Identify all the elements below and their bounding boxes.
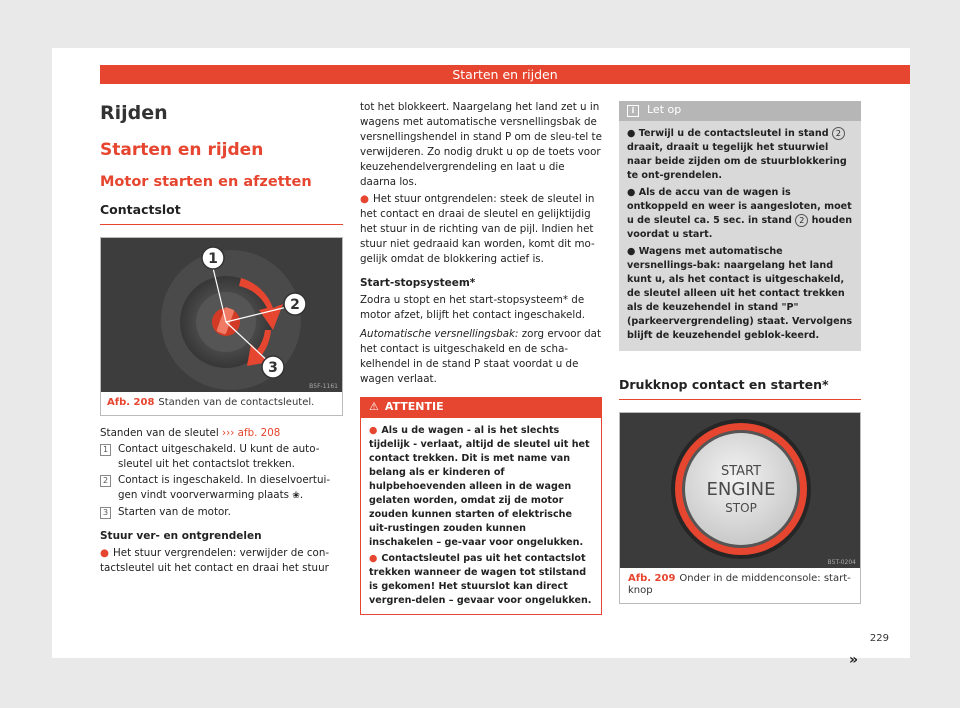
position-item-3 xyxy=(100,505,343,520)
positions-intro-text: Standen van de sleutel xyxy=(100,427,219,439)
position-text: Contact uitgeschakeld. U kunt de auto-sleutel uit het contactslot trekken. xyxy=(118,443,320,470)
warning-text: Als u de wagen - al is het slechts tijdelijk - verlaat, altijd de sleutel uit het contact trekken. Dit is met name van belang als er kinderen of hulpbehoevenden alleen in de wagen gelaten worden, omdat zij de motor zouden kunnen starten of elektrische uit-rustingen zouden kunnen inschakelen – ge-vaar voor ongelukken. xyxy=(369,425,590,548)
section-title: Rijden xyxy=(100,102,168,124)
note-text: houden voordat u start. xyxy=(627,215,853,240)
note-item-2: ● Als de accu van de wagen is ontkoppeld en weer is aangesloten, moet u de sleutel ca. 5 sec. in stand 2 houden voordat u start. xyxy=(627,187,853,240)
note-item-3: ● Wagens met automatische versnellings-bak: naargelang het land kunt u, als het contact is uitgeschakeld, de sleutel alleen uit het contact trekken als de keuzehendel in stand "P" (parkeervergrendeling) staat. Vervolgens blijft de keuzehendel geblok-keerd. xyxy=(627,246,853,341)
warning-body xyxy=(361,418,601,614)
subchapter-title: Motor starten en afzetten xyxy=(100,174,312,190)
bullet-text: Het stuur vergrendelen: verwijder de con-tactsleutel uit het contact en draai het stuur xyxy=(100,547,330,574)
note-title: Let op xyxy=(647,103,682,116)
continue-mark: » xyxy=(848,652,858,668)
figure-code: B5T-0204 xyxy=(827,559,856,566)
bullet-icon: ● xyxy=(100,547,109,559)
button-label-start: START xyxy=(720,464,762,479)
figure-208 xyxy=(100,237,343,416)
bullet-icon: ● xyxy=(369,425,378,436)
chapter-header: Starten en rijden xyxy=(100,65,910,84)
paragraph-automatic xyxy=(360,327,602,387)
warning-item-1 xyxy=(369,424,593,550)
note-text: Wagens met automatische versnellings-bak: naargelang het land kunt u, als het contact is uitgeschakeld, de sleutel alleen uit het contact trekken als de keuzehendel in stand "P" (parkeervergrendeling) staat. Vervolgens blijft de keuzehendel geblok-keerd. xyxy=(627,246,853,341)
position-number: 3 xyxy=(100,507,111,519)
column-2 xyxy=(360,100,602,615)
position-ref: 2 xyxy=(795,214,808,227)
start-button-photo xyxy=(620,413,860,568)
figure-label: Afb. 208 xyxy=(107,397,155,408)
warning-item-2 xyxy=(369,552,593,608)
position-item-1 xyxy=(100,442,343,472)
marker-2: 2 xyxy=(290,297,300,313)
figure-caption xyxy=(101,392,342,415)
note-text: Terwijl u de contactsleutel in stand xyxy=(638,128,832,139)
position-item-2: 2 Contact is ingeschakeld. In dieselvoertui-gen vindt voorverwarming plaats ❀. xyxy=(100,473,343,504)
figure-label: Afb. 209 xyxy=(628,573,676,584)
figure-caption-text: Standen van de contactsleutel. xyxy=(158,397,315,408)
automatic-text: zorg ervoor dat het contact is uitgeschakeld en de scha-kelhendel in de stand P staat voordat u de wagen verlaat. xyxy=(360,328,601,385)
positions-intro xyxy=(100,426,343,441)
info-icon: i xyxy=(627,105,639,117)
note-text: Als de accu van de wagen is ontkoppeld en weer is aangesloten, moet u de sleutel ca. 5 sec. in stand xyxy=(627,187,852,226)
chapter-title: Starten en rijden xyxy=(100,140,264,160)
paragraph-lock-continued: tot het blokkeert. Naargelang het land zet u in wagens met automatische versnellingsbak de versnellingshendel in stand P om de sleu-tel te verwijderen. Zo nodig drukt u op de toets voor keuzehendelvergrendeling en laat u die daarna los. xyxy=(360,101,602,188)
bullet-icon: ● xyxy=(360,193,369,205)
warning-box xyxy=(360,397,602,615)
figure-link[interactable]: ››› afb. 208 xyxy=(222,427,281,439)
bullet-icon: ● xyxy=(369,553,378,564)
position-number: 2 xyxy=(100,475,111,487)
bullet-lock xyxy=(100,546,343,576)
position-text: Contact is ingeschakeld. In dieselvoertui-gen vindt voorverwarming plaats xyxy=(118,474,331,501)
subheading-steering-lock: Stuur ver- en ontgrendelen xyxy=(100,530,262,542)
start-button-illustration xyxy=(620,413,860,568)
warning-triangle-icon: ⚠ xyxy=(369,400,379,413)
glow-plug-icon: ❀ xyxy=(292,491,300,501)
warning-text: Contactsleutel pas uit het contactslot trekken wanneer de wagen tot stilstand is gekomen! Het stuurslot kan direct vergren-delen – gevaar voor ongelukken. xyxy=(369,553,592,606)
position-number: 1 xyxy=(100,444,111,456)
topic-title-start-button: Drukknop contact en starten* xyxy=(619,377,861,400)
subheading-start-stop: Start-stopsysteem* xyxy=(360,277,476,289)
figure-209 xyxy=(619,412,861,604)
ignition-lock-illustration xyxy=(101,238,342,392)
note-body xyxy=(619,121,861,351)
position-text: Starten van de motor. xyxy=(118,506,231,518)
warning-header xyxy=(361,398,601,418)
figure-caption-text: Onder in de middenconsole: start-knop xyxy=(628,573,851,596)
marker-1: 1 xyxy=(208,251,218,267)
column-1 xyxy=(100,96,343,576)
ignition-lock-photo xyxy=(101,238,342,392)
button-label-stop: STOP xyxy=(725,501,757,515)
paragraph-start-stop: Zodra u stopt en het start-stopsysteem* de motor afzet, blijft het contact ingeschakeld. xyxy=(360,294,586,321)
bullet-unlock xyxy=(360,192,602,267)
marker-3: 3 xyxy=(268,360,278,376)
topic-title: Contactslot xyxy=(100,202,343,225)
page-number: 229 xyxy=(869,633,889,644)
automatic-label: Automatische versnellingsbak: xyxy=(360,328,519,340)
bullet-text: Het stuur ontgrendelen: steek de sleutel in het contact en draai de sleutel en gelijktijdig het stuur in de richting van de pijl. Indien het stuur niet gedraaid kan worden, komt dit mo-gelijk omdat de blokkering actief is. xyxy=(360,193,595,265)
note-header xyxy=(619,101,861,121)
column-3 xyxy=(619,101,861,604)
note-text: draait, draait u tegelijk het stuurwiel naar beide zijden om de stuurblokkering te ont-grendelen. xyxy=(627,142,847,181)
note-box xyxy=(619,101,861,351)
warning-title: ATTENTIE xyxy=(384,400,444,413)
page xyxy=(52,48,910,668)
position-ref: 2 xyxy=(832,127,845,140)
button-label-engine: ENGINE xyxy=(706,479,776,500)
figure-caption xyxy=(620,568,860,603)
figure-code: B5F-1161 xyxy=(309,383,338,390)
note-item-1: ● Terwijl u de contactsleutel in stand 2 draait, draait u tegelijk het stuurwiel naar beide zijden om de stuurblokkering te ont-grendelen. xyxy=(627,128,847,181)
